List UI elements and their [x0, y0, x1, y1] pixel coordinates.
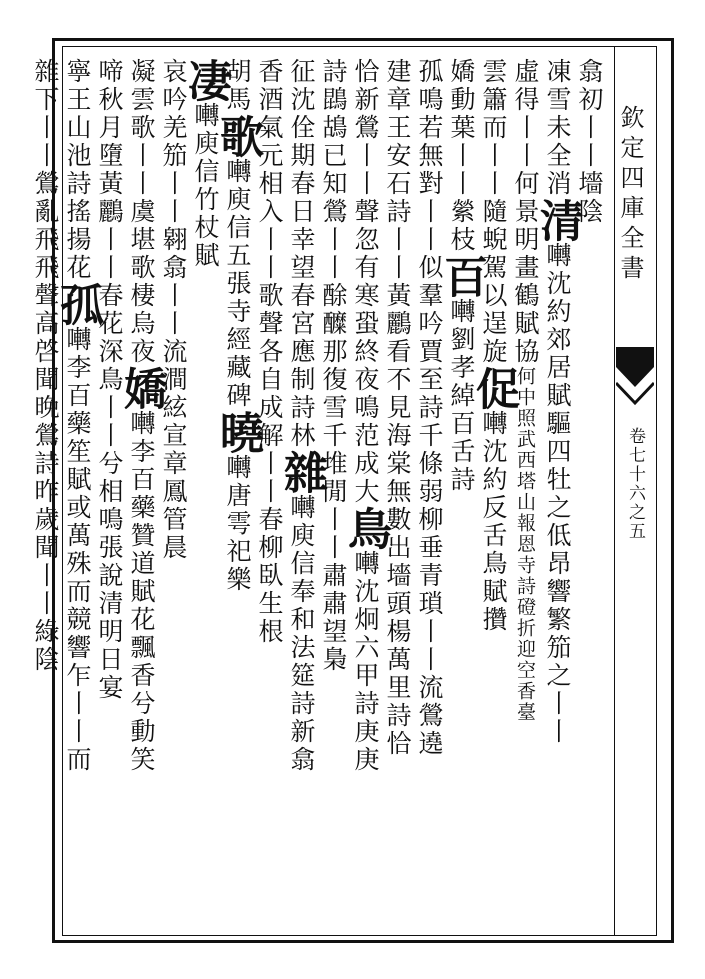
text-segment: 囀: [351, 550, 380, 578]
book-title: 欽定四庫全書: [616, 105, 644, 285]
text-segment: 囀: [447, 298, 476, 326]
headword: 凄: [180, 58, 231, 102]
headword: 歌: [212, 114, 263, 158]
text-segment: 胡馬: [223, 58, 252, 114]
headword: 清: [532, 198, 583, 242]
text-segment: 翕初丨丨墻陰: [575, 58, 604, 226]
headword: 百: [436, 254, 487, 298]
text-segment: 沈約郊居賦驅四牡之低昂響繁笳之丨丨: [543, 270, 572, 746]
text-segment: 飛聲高啓聞晚鶯詩昨歲聞丨丨綠陰: [31, 254, 60, 674]
text-segment: 嬌動葉丨丨縈枝: [447, 58, 476, 254]
text-segment: 解丨丨春柳臥生根: [255, 422, 284, 646]
text-segment: 雲簫而丨丨隨蜺駕以逞旋: [479, 58, 508, 366]
text-segment: 香酒氣元相入丨丨歌聲各自成: [255, 58, 284, 422]
text-segment: 詩鵾鴣已知鶯丨丨酴醾那復雪千堆: [319, 58, 348, 478]
text-segment: 唐雩祀樂: [223, 482, 252, 594]
text-segment: 庾信五張寺經藏碑: [223, 186, 252, 410]
text-segment: 雜下丨丨鶯亂飛: [31, 58, 60, 254]
text-segment: 閒丨丨肅肅望梟: [319, 478, 348, 674]
text-segment: 囀: [191, 102, 220, 130]
text-segment: 李百藥贊道賦花飄香兮動笑: [127, 438, 156, 774]
text-segment: 何中照武西塔山報恩寺詩磴折迎空香臺: [514, 366, 536, 723]
text-segment: 囀: [543, 242, 572, 270]
text-segment: 凍雪未全消: [543, 58, 572, 198]
text-segment: 征沈佺期春日幸望春宮應制詩林: [287, 58, 316, 450]
text-segment: 哀吟羌笳丨丨: [159, 58, 188, 226]
text-segment: 李百藥笙賦或萬殊而競響乍丨丨而: [63, 354, 92, 774]
headword: 孤: [52, 282, 103, 326]
text-segment: 劉孝綽百舌詩: [447, 326, 476, 494]
text-segment: 章鳳管晨: [159, 450, 188, 562]
text-segment: 囀: [479, 410, 508, 438]
text-segment: 啼秋月墮黃鸝丨丨春花深: [95, 58, 124, 366]
headword: 鳥: [340, 506, 391, 550]
text-segment: 囀: [127, 410, 156, 438]
text-segment: 翱翕丨丨流澗絃宣: [159, 226, 188, 450]
text-segment: 囀: [223, 158, 252, 186]
text-segment: 囀: [223, 454, 252, 482]
text-segment: 孤鳴若無對丨丨似羣吟賈至詩千條弱柳垂青瑣丨丨流鶯遶: [415, 58, 444, 758]
text-segment: 沈約反舌鳥賦攢: [479, 438, 508, 634]
text-segment: 沈炯六甲詩庚庚: [351, 578, 380, 774]
fishtail-mark: [616, 347, 654, 407]
text-segment: 庾信奉和法筵詩新翕: [287, 522, 316, 774]
text-segment: 恰新鶯丨丨聲忽有寒蛩終夜鳴范成大: [351, 58, 380, 506]
headword: 促: [468, 366, 519, 410]
volume-label: 卷七十六之五: [625, 427, 645, 541]
text-segment: 囀: [63, 326, 92, 354]
text-segment: 建章王安石詩丨丨黃鸝看不見海棠無數出墻頭楊萬里詩恰: [383, 58, 412, 758]
margin-strip: [614, 47, 656, 935]
text-segment: 寧王山池詩搖揚花: [63, 58, 92, 282]
headword: 嬌: [116, 366, 167, 410]
text-segment: 庾信竹杖賦: [191, 130, 220, 270]
headword: 曉: [212, 410, 263, 454]
text-segment: 虛得丨丨何景明畫鶴賦協: [511, 58, 540, 366]
text-segment: 囀: [287, 494, 316, 522]
headword: 雜: [276, 450, 327, 494]
text-segment: 凝雲歌丨丨虞堪歌棲烏夜: [127, 58, 156, 366]
text-column: [26, 58, 64, 674]
text-segment: 鳥丨丨兮相鳴張說清明日宴: [95, 366, 124, 702]
